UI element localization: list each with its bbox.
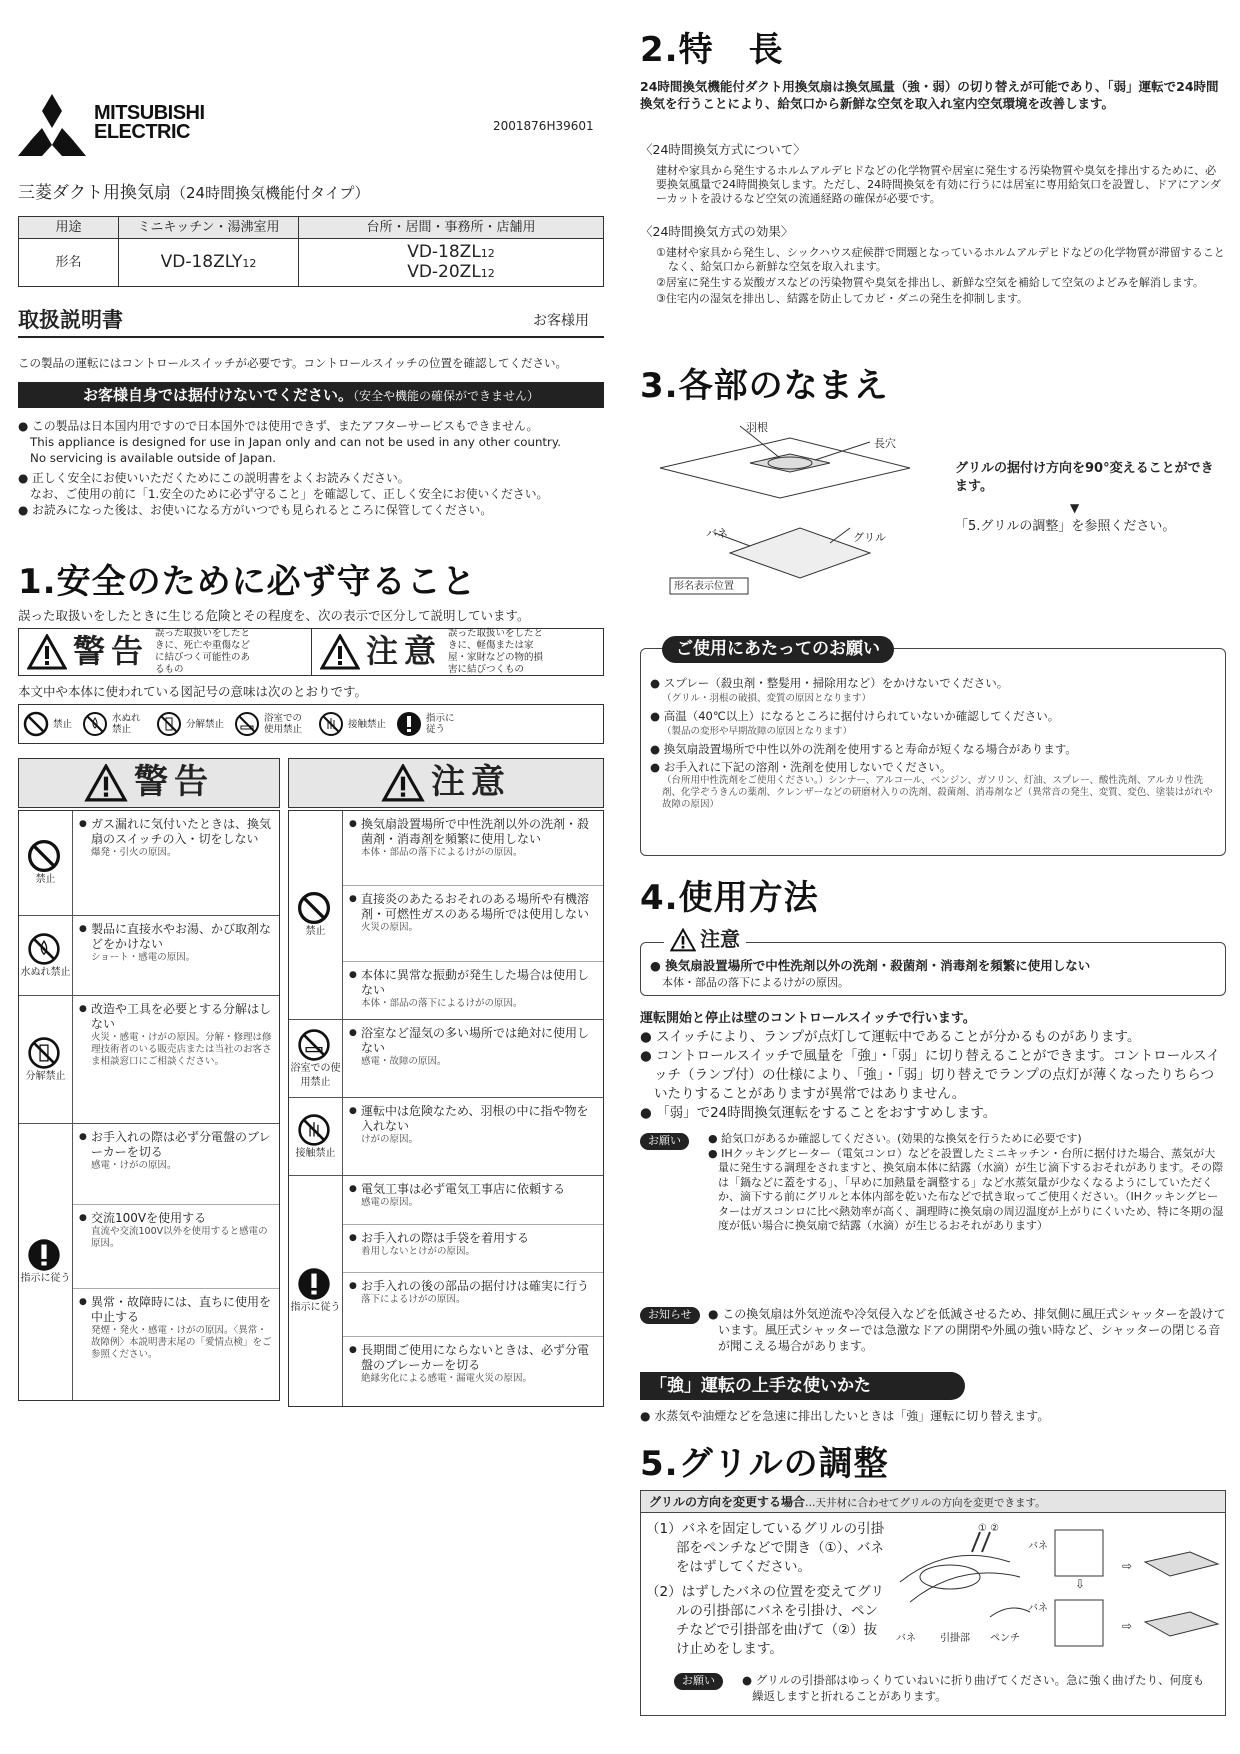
- grille-step: （1）バネを固定しているグリルの引掛部をペンチなどで開き（①）、バネをはずしてください。: [646, 1521, 885, 1575]
- warning-item: ● お手入れの際は必ず分電盤のブレーカーを切る 感電・けがの原因。: [73, 1124, 279, 1204]
- switch-notice: この製品の運転にはコントロールスイッチが必要です。コントロールスイッチの位置を確認してください。: [18, 356, 568, 370]
- brand-logo: [18, 90, 228, 156]
- usage-request-item: ● IHクッキングヒーター（電気コンロ）などを設置したミニキッチン・台所に据付けた場合、蒸気が大量に発生する調理をされますと、換気扇本体に結露（水滴）が生じ滴下するおそれがあります。その際は「鍋などに蓋をする」、「早めに加熱量を調整する」など水蒸気量が少なくなるようにしていただくか、滴下する前にグリルと本体内部を乾いた布などで拭き取ってご使用ください。（IHクッキングヒーターはガスコンロに比べ熱効率が高く、調理時に換気扇の周辺温度が上がりにくいため、特に冬期の湿度が低い場合に換気扇で結露（水滴）が生じるおそれがあります）: [708, 1146, 1224, 1232]
- section-title-parts: 3.各部のなまえ: [640, 366, 889, 406]
- section-title-features: 2.特 長: [640, 30, 784, 70]
- legend-caution-word: 注意: [366, 632, 443, 671]
- warning-header: 警告: [18, 758, 280, 808]
- no-water-icon: [27, 932, 61, 966]
- legend-warning-word: 警告: [73, 632, 150, 671]
- usage-request-list: [708, 1132, 1226, 1234]
- request-item: ● 高温（40℃以上）になるところに据付けられていないか確認してください。 （製品の変形や早期故障の原因となります）: [650, 709, 1060, 737]
- caution-item: ● 浴室など湿気の多い場所では絶対に使用しない 感電・故障の原因。: [343, 1020, 603, 1074]
- divider: [18, 336, 604, 338]
- requests-title: ご使用にあたってのお願い: [662, 636, 894, 663]
- caution-item: ● 換気扇設置場所で中性洗剤以外の洗剤・殺菌剤・消毒剤を頻繁に使用しない 本体・部品の落下によるけがの原因。: [343, 811, 603, 885]
- fig-label-hook: 引掛部: [940, 1633, 970, 1644]
- caution-item: ● 本体に異常な振動が発生した場合は使用しない 本体・部品の落下によるけがの原因。: [343, 961, 603, 1019]
- fig-label-spring2: バネ: [1028, 1603, 1048, 1614]
- bullet-item: ● お読みになった後は、お使いになる方がいつでも見られるところに保管してください。: [18, 503, 493, 517]
- no-bathroom-icon: [297, 1028, 331, 1062]
- section-title-safety: 1.安全のために必ず守ること: [18, 562, 477, 602]
- audience-label: お客様用: [533, 313, 589, 329]
- usage-bullet: ● 「弱」で24時間換気運転をすることをおすすめします。: [640, 1105, 997, 1121]
- caution-table: [288, 758, 604, 1407]
- safety-intro: 誤った取扱いをしたときに生じる危険とその程度を、次の表示で区分して説明しています。: [18, 608, 530, 623]
- grille-request-tag: お願い: [674, 1672, 723, 1690]
- prohibited-icon: [23, 711, 49, 737]
- grille-note: グリルの据付け方向を90°変えることができます。: [955, 461, 1214, 494]
- caution-row: 浴室での使用禁止 ● 浴室など湿気の多い場所では絶対に使用しない 感電・故障の原因。: [289, 1019, 603, 1097]
- no-bathroom-icon: [234, 711, 260, 737]
- features-body: 24時間換気機能付ダクト用換気扇は換気風量（強・弱）の切り替えが可能であり、「弱」運転で24時間換気を行うことにより、給気口から新鮮な空気を取入れ室内空気環境を改善します。: [640, 79, 1219, 111]
- effect-title: 〈24時間換気方式の効果〉: [640, 224, 794, 239]
- warning-item: ● ガス漏れに気付いたときは、換気扇のスイッチの入・切をしない 爆発・引火の原因。: [73, 811, 279, 865]
- grille-ref: 「5.グリルの調整」を参照ください。: [955, 519, 1176, 534]
- instruction-icon: [27, 1238, 61, 1272]
- label-blade: 羽根: [746, 421, 768, 434]
- about-title: 〈24時間換気方式について〉: [640, 142, 806, 157]
- bullet-item: ● 正しく安全にお使いいただくためにこの説明書をよくお読みください。: [18, 471, 410, 485]
- section-title-usage: 4.使用方法: [640, 878, 819, 918]
- caution-header: 注意: [288, 758, 604, 808]
- warning-item: ● 製品に直接水やお湯、かび取剤などをかけない ショート・感電の原因。: [73, 916, 279, 970]
- no-water-icon: [82, 711, 108, 737]
- strong-operation-text: ● 水蒸気や油煙などを急速に排出したいときは「強」運転に切り替えます。: [640, 1409, 1050, 1423]
- svg-text:⇨: ⇨: [1122, 1559, 1133, 1573]
- usage-caution-note: 本体・部品の落下によるけがの原因。: [662, 976, 849, 989]
- usage-request-tag: お願い: [640, 1132, 689, 1150]
- usage-caution-text: ● 換気扇設置場所で中性洗剤以外の洗剤・殺菌剤・消毒剤を頻繁に使用しない: [650, 958, 1091, 973]
- grille-box-title: グリルの方向を変更する場合…天井材に合わせてグリルの方向を変更できます。: [641, 1491, 1225, 1513]
- effect-item: ①建材や家具から発生し、シックハウス症候群で問題となっているホルムアルデヒドなどの化学物質が滞留することなく、給気口から新鮮な空気を取入れます。: [656, 246, 1225, 273]
- grille-steps: [646, 1520, 886, 1659]
- prohibited-icon: [297, 891, 331, 925]
- caution-triangle-icon: [320, 634, 360, 670]
- mitsubishi-diamonds-icon: [18, 94, 86, 156]
- legend-caution-desc: 誤った取扱いをしたときに、軽傷または家屋・家財などの物的損害に結びつくもの: [448, 628, 544, 675]
- caution-item: ● 長期間ご使用にならないときは、必ず分電盤のブレーカーを切る 絶縁劣化による感電・漏電火災の原因。: [343, 1336, 603, 1406]
- fig-label-spring3: バネ: [896, 1633, 916, 1644]
- usage-request-item: ● 給気口があるか確認してください。(効果的な換気を行うために必要です): [708, 1132, 1082, 1145]
- svg-text:⇨: ⇨: [1122, 1619, 1133, 1633]
- caution-item: ● お手入れの後の部品の据付けは確実に行う 落下によるけがの原因。: [343, 1272, 603, 1336]
- warning-item: ● 異常・故障時には、直ちに使用を中止する 発煙・発火・感電・けがの原因。〈異常・故障例〉本説明書末尾の「愛情点検」をご参照ください。: [73, 1288, 279, 1400]
- usage-bullets: [640, 1028, 1226, 1123]
- warning-table: [18, 758, 280, 1401]
- prohibited-icon: [27, 839, 61, 873]
- usage-caution-heading: 注意: [664, 926, 746, 953]
- intro-bullets: ● この製品は日本国内用ですので日本国外では使用できず、またアフターサービスもできません。 This appliance is designed for use in Japan only and can not be used in any other country. No servicing is available outside of Japan. ● 正しく安全にお使いいただくためにこの説明書をよくお読みください。 なお、ご使用の前に「1.安全のために必ず守ること」を確認して、正しく安全にお使いください。 ● お読みになった後は、お使いになる方がいつでも見られるところに保管してください。: [18, 418, 604, 518]
- effect-item: ②居室に発生する炭酸ガスなどの汚染物質や臭気を排出し、新鮮な空気を補給して空気のよどみを解消します。: [656, 276, 1204, 289]
- caution-row: 禁止 ● 換気扇設置場所で中性洗剤以外の洗剤・殺菌剤・消毒剤を頻繁に使用しない 本体・部品の落下によるけがの原因。 ● 直接炎のあたるおそれのある場所や有機溶剤・可燃性ガスのある場所では使用しない 火災の原因。 ● 本体に異常な振動が発生した場合は使用しない 本体・部品の落下によるけがの原因。: [289, 811, 603, 1019]
- request-item: ● スプレー（殺虫剤・整髪用・掃除用など）をかけないでください。 （グリル・羽根の破損、変質の原因となります）: [650, 676, 1009, 704]
- grille-step: （2）はずしたバネの位置を変えてグリルの引掛部にバネを引掛け、ペンチなどで引掛部を曲げて（②）抜け止めをします。: [646, 1584, 885, 1657]
- model-table: 用途 ミニキッチン・湯沸室用 台所・居間・事務所・店舗用 形名 VD-18ZLY12 VD-18ZL12 VD-20ZL12: [18, 216, 604, 287]
- caution-triangle-icon: [381, 764, 425, 802]
- caution-item: ● 運転中は危険なため、羽根の中に指や物を入れない けがの原因。: [343, 1098, 603, 1152]
- down-arrow-icon: ▼: [1070, 501, 1080, 515]
- warning-row: 禁止 ● ガス漏れに気付いたときは、換気扇のスイッチの入・切をしない 爆発・引火の原因。: [19, 811, 279, 915]
- strong-operation-title: 「強」運転の上手な使いかた: [640, 1372, 965, 1400]
- brand-line1: MITSUBISHI: [94, 102, 205, 124]
- caution-item: ● お手入れの際は手袋を着用する 着用しないとけがの原因。: [343, 1224, 603, 1272]
- request-item: ● 換気扇設置場所で中性以外の洗剤を使用すると寿命が短くなる場合があります。: [650, 742, 1077, 756]
- install-warning-bar: お客様自身では据付けないでください。（安全や機能の確保ができません）: [18, 382, 604, 408]
- warning-item: ● 改造や工具を必要とする分解はしない 火災・感電・けがの原因。分解・修理は修理技術者のいる販売店または当社のお客さま相談窓口にご相談ください。: [73, 996, 279, 1074]
- fig-label-12: ① ②: [978, 1523, 1000, 1534]
- usage-info-tag: お知らせ: [640, 1306, 700, 1324]
- label-nameplate: 形名表示位置: [674, 581, 734, 592]
- document-number: 2001876H39601: [493, 119, 594, 133]
- caution-item: ● 電気工事は必ず電気工事店に依頼する 感電の原因。: [343, 1176, 603, 1224]
- fig-label-pliers: ペンチ: [990, 1633, 1020, 1644]
- no-touch-icon: [297, 1113, 331, 1147]
- no-disassembly-icon: [27, 1036, 61, 1070]
- request-item: ● お手入れに下記の溶剤・洗剤を使用しないでください。 （台所用中性洗剤をご使用ください。）シンナー、アルコール、ベンジン、ガソリン、灯油、スプレー、酸性洗剤、アルカリ性洗剤、化学ぞうきんの薬剤、クレンザーなどの研磨材入りの洗剤、殺菌剤、消毒剤など（異常音の発生、変質、変色、塗装はがれや故障の原因）: [650, 760, 1213, 810]
- caution-row: 接触禁止 ● 運転中は危険なため、羽根の中に指や物を入れない けがの原因。: [289, 1097, 603, 1175]
- legend-warning-desc: 誤った取扱いをしたときに、死亡や重傷などに結びつく可能性のあるもの: [155, 628, 251, 675]
- model-a: VD-18ZLY12: [119, 239, 299, 287]
- effect-item: ③住宅内の湿気を排出し、結露を防止してカビ・ダニの発生を抑制します。: [656, 292, 1028, 305]
- requests-list: [650, 676, 1220, 811]
- instruction-icon: [297, 1267, 331, 1301]
- no-disassembly-icon: [156, 711, 182, 737]
- instruction-icon: [396, 711, 422, 737]
- warning-row: 水ぬれ禁止 ● 製品に直接水やお湯、かび取剤などをかけない ショート・感電の原因。: [19, 915, 279, 995]
- label-grille: グリル: [853, 531, 886, 544]
- manual-title: 取扱説明書: [18, 308, 123, 332]
- about-body: 建材や家具から発生するホルムアルデヒドなどの化学物質や居室に発生する汚染物質や臭気を排出するために、必要換気風量で24時間換気します。ただし、24時間換気を有効に行うには居室に専用給気口を設置し、ドアにアンダーカットを設けるなど空気の流通経路の確保が必要です。: [656, 164, 1221, 205]
- warning-triangle-icon: [27, 634, 67, 670]
- bullet-item: ● この製品は日本国内用ですので日本国外では使用できず、またアフターサービスもできません。: [18, 419, 539, 433]
- no-touch-icon: [318, 711, 344, 737]
- symbol-legend: 禁止 水ぬれ禁止 分解禁止 浴室での使用禁止 接触禁止 指示に従う: [18, 704, 604, 744]
- legend-box: [18, 628, 604, 676]
- grille-request-text: ● グリルの引掛部はゆっくりていねいに折り曲げてください。急に強く曲げたり、何度も繰返しますと折れることがあります。: [742, 1673, 1205, 1703]
- section-title-grille: 5.グリルの調整: [640, 1444, 889, 1484]
- effects-list: [656, 246, 1226, 306]
- fig-label-spring: バネ: [1028, 1541, 1048, 1552]
- brand-line2: ELECTRIC: [94, 121, 190, 143]
- label-spring: バネ: [706, 527, 728, 540]
- warning-triangle-icon: [84, 764, 128, 802]
- caution-item: ● 直接炎のあたるおそれのある場所や有機溶剤・可燃性ガスのある場所では使用しない 火災の原因。: [343, 885, 603, 961]
- usage-lead: 運転開始と停止は壁のコントロールスイッチで行います。: [640, 1011, 976, 1026]
- usage-bullet: ● スイッチにより、ランプが点灯して運転中であることが分かるものがあります。: [640, 1029, 1141, 1045]
- caution-triangle-icon: [670, 928, 696, 952]
- usage-info-text: ● この換気扇は外気逆流や冷気侵入などを低減させるため、排気側に風圧式シャッターを設けています。風圧式シャッターでは急激なドアの開閉や外風の強い時など、シャッターの閉じる音が聞こえる場合があります。: [708, 1307, 1226, 1353]
- warning-item: ● 交流100Vを使用する 直流や交流100V以外を使用すると感電の原因。: [73, 1204, 279, 1288]
- model-b: VD-18ZL12 VD-20ZL12: [299, 239, 604, 287]
- label-slot: 長穴: [874, 437, 896, 450]
- warning-row: 分解禁止 ● 改造や工具を必要とする分解はしない 火災・感電・けがの原因。分解・修理は修理技術者のいる販売店または当社のお客さま相談窓口にご相談ください。: [19, 995, 279, 1123]
- symbol-intro: 本文中や本体に使われている図記号の意味は次のとおりです。: [18, 684, 368, 699]
- caution-row: 指示に従う ● 電気工事は必ず電気工事店に依頼する 感電の原因。 ● お手入れの際は手袋を着用する 着用しないとけがの原因。 ● お手入れの後の部品の据付けは確実に行う 落下によるけがの原因。 ● 長期間ご使用にならないときは、必ず分電盤のブレーカーを切る 絶縁劣化による感電・漏電火災の原因。: [289, 1175, 603, 1406]
- svg-text:⇩: ⇩: [1075, 1577, 1086, 1591]
- usage-bullet: ● コントロールスイッチで風量を「強」・「弱」に切り替えることができます。コントロールスイッチ（ランプ付）の仕様により、「強」・「弱」切り替えでランプの点灯が薄くなったりちらついたりすることがありますが異常ではありません。: [640, 1048, 1220, 1102]
- warning-row: 指示に従う ● お手入れの際は必ず分電盤のブレーカーを切る 感電・けがの原因。 ● 交流100Vを使用する 直流や交流100V以外を使用すると感電の原因。 ● 異常・故障時には、直ちに使用を中止する 発煙・発火・感電・けがの原因。〈異常・故障例〉本説明書末尾の「愛情点検」をご参照ください。: [19, 1123, 279, 1400]
- product-title: 三菱ダクト用換気扇（24時間換気機能付タイプ）: [18, 183, 370, 203]
